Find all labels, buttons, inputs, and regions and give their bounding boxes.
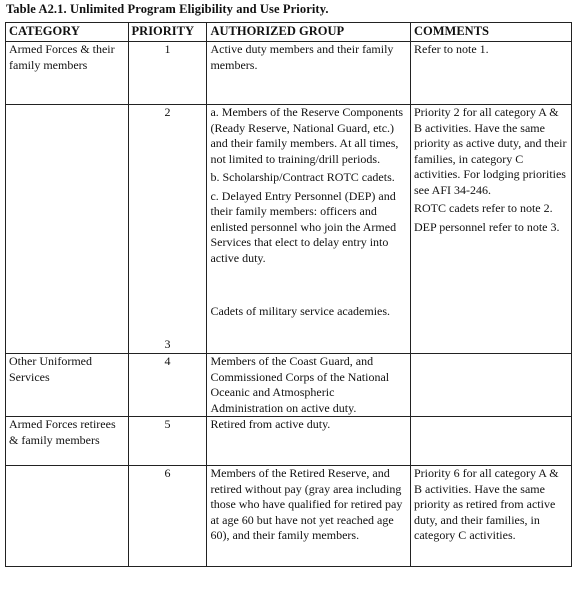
group-item-rotc: b. Scholarship/Contract ROTC cadets. xyxy=(210,170,395,184)
authorized-group-cell: Active duty members and their family members. xyxy=(207,42,411,105)
category-cell: Other Uniformed Services xyxy=(6,354,129,417)
header-comments: COMMENTS xyxy=(411,23,572,42)
category-cell xyxy=(6,105,129,354)
comments-cell: Priority 6 for all category A & B activities. Have the same priority as retired from active duty, and their families, in category C activities. xyxy=(411,466,572,567)
comment-priority-2: Priority 2 for all category A & B activities. Have the same priority as active duty, and their families, in category C activities. For lodging priorities see AFI 34-246. xyxy=(414,105,567,197)
authorized-group-cell: Retired from active duty. xyxy=(207,417,411,466)
priority-cell: 4 xyxy=(128,354,207,417)
authorized-group-cell xyxy=(207,105,411,354)
group-item-dep: c. Delayed Entry Personnel (DEP) and their family members: officers and enlisted personnel who join the Armed Services that elect to delay entry into active duty. xyxy=(210,188,397,265)
authorized-group-cell: Members of the Retired Reserve, and retired without pay (gray area including those who have qualified for retired pay at age 60 but have not yet reached age 60), and their family members. xyxy=(207,466,411,567)
table-row xyxy=(6,42,572,105)
table-row xyxy=(6,105,572,354)
table-row xyxy=(6,466,572,567)
comment-dep-note: DEP personnel refer to note 3. xyxy=(414,219,560,234)
table-row xyxy=(6,417,572,466)
comments-cell xyxy=(411,354,572,417)
table-row xyxy=(6,354,572,417)
comments-cell xyxy=(411,417,572,466)
header-authorized-group: AUTHORIZED GROUP xyxy=(207,23,411,42)
priority-value: 2 xyxy=(164,105,171,119)
eligibility-priority-table xyxy=(5,22,572,567)
priority-cell: 5 xyxy=(128,417,207,466)
group-item-reserve: a. Members of the Reserve Components (Ready Reserve, National Guard, etc.) and their family members. At all times, not limited to training/drill periods. xyxy=(210,105,404,166)
comments-cell: Refer to note 1. xyxy=(411,42,572,105)
priority-value: 3 xyxy=(164,336,171,351)
priority-cell xyxy=(128,105,207,354)
table-header-row xyxy=(6,23,572,42)
category-cell xyxy=(6,466,129,567)
group-item-academy-cadets: Cadets of military service academies. xyxy=(210,304,391,318)
authorized-group-cell: Members of the Coast Guard, and Commissioned Corps of the National Oceanic and Atmospheric Administration on active duty. xyxy=(207,354,411,417)
comment-rotc-note: ROTC cadets refer to note 2. xyxy=(414,201,553,215)
comments-cell xyxy=(411,105,572,354)
priority-cell: 1 xyxy=(128,42,207,105)
category-cell: Armed Forces & their family members xyxy=(6,42,129,105)
category-cell: Armed Forces retirees & family members xyxy=(6,417,129,466)
priority-cell: 6 xyxy=(128,466,207,567)
header-category: CATEGORY xyxy=(6,23,129,42)
table-title: Table A2.1. Unlimited Program Eligibility and Use Priority. xyxy=(6,2,329,16)
header-priority: PRIORITY xyxy=(128,23,207,42)
